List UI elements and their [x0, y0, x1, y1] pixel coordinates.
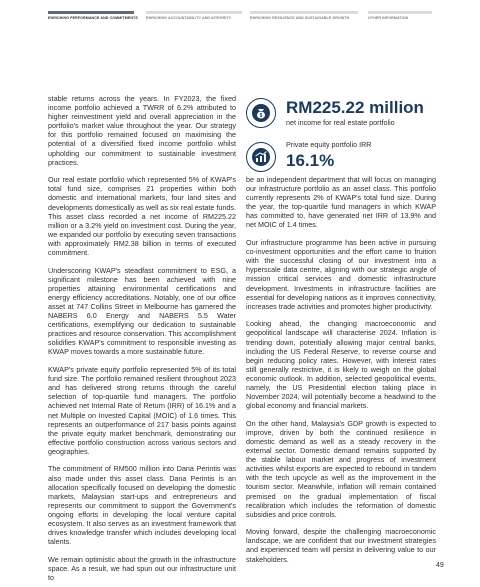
nav-indicator	[146, 11, 242, 14]
nav-item-performance[interactable]: ENRICHING PERFORMANCE AND COMMITMENTS	[48, 16, 138, 20]
paragraph: The commitment of RM500 million into Dana Perintis was also made under this asset class. Dana Perintis is an allocation specifically focused on developing the domestic markets, Malaysian start-ups and entrepreneurs and represents our commitment to support the Government's ongoing efforts in developing the local venture capital ecosystem. It also serves as an investment framework that drives knowledge transfer which includes developing local talents.	[48, 464, 236, 547]
money-bag-icon	[246, 98, 276, 128]
nav-indicator	[250, 11, 358, 14]
paragraph: Moving forward, despite the challenging macroeconomic landscape, we are confident that our investment strategies and experienced team will persist in delivering value to our stakeholders.	[246, 527, 436, 564]
paragraph: Looking ahead, the changing macroeconomic and geopolitical landscape will characterise 2024. Inflation is trending down, potentially allowing major central banks, including the US Federal Reserve, to reverse course and begin reducing policy rates. However, with interest rates still generally restrictive, it is likely to weigh on the global economic outlook. In addition, selected geopolitical events, namely, the US Presidential election taking place in November 2024, will potentially become a headwind to the global economy and financial markets.	[246, 319, 436, 411]
right-column	[246, 175, 436, 572]
paragraph: KWAP's private equity portfolio represented 5% of its total fund size. The portfolio remained resilient throughout 2023 and has delivered strong returns through the careful selection of top-quartile fund managers. The portfolio achieved net Internal Rate of Return (IRR) of 16.1% and a net Multiple on Invested Capital (MOIC) of 1.6 times. This represents an outperformance of 217 basis points against the private equity market benchmark, demonstrating our effective portfolio construction across various sectors and geographies.	[48, 365, 236, 456]
paragraph: Our real estate portfolio which represented 5% of KWAP's total fund size, comprises 21 properties within both domestic and international markets, four land sites and developments domestically as well as six real estate funds. This asset class recorded a net income of RM225.22 million or a 3.2% yield on investment cost. During the year, we expanded our portfolio by executing seven transactions with approximately RM2.38 billion in terms of executed commitment.	[48, 175, 236, 257]
growth-chart-icon	[246, 142, 276, 172]
private-equity-label: Private equity portfolio IRR	[286, 140, 372, 149]
section-navigation	[0, 0, 480, 20]
svg-text:$: $	[259, 112, 263, 119]
net-income-label: net income for real estate portfolio	[286, 118, 395, 127]
nav-item-accountability[interactable]: ENRICHING ACCOUNTABILITY AND INTEGRITY	[146, 16, 232, 20]
page-number: 49	[436, 562, 444, 569]
private-equity-highlight	[246, 140, 446, 178]
private-equity-value: 16.1%	[286, 151, 335, 170]
nav-indicator	[368, 11, 432, 14]
net-income-value: RM225.22 million	[286, 98, 424, 117]
paragraph: Our infrastructure programme has been active in pursuing co-investment opportunities and the effort came to fruition with the successful closing of our investment into a hyperscale data centre, aligning with our strategic angle of mission critical services and domestic infrastructure development. Investments in infrastructure facilities are essential for developing nations as it improves connectivity, increases trade activities and promotes higher productivity.	[246, 238, 436, 311]
paragraph: be an independent department that will focus on managing our infrastructure portfolio as an asset class. This portfolio currently represents 2% of KWAP's total fund size. During the year, the top-quartile fund managers in which KWAP has committed to, have generated net IRR of 13.9% and net MOIC of 1.4 times.	[246, 175, 436, 230]
nav-indicator-active	[48, 11, 134, 14]
nav-item-other-information[interactable]: OTHER INFORMATION	[368, 16, 409, 20]
nav-item-resilience[interactable]: ENRICHING RESILIENCE AND SUSTAINABLE GROWTH	[250, 16, 350, 20]
paragraph: Underscoring KWAP's steadfast commitment to ESG, a significant milestone has been achieved with nine properties attaining environmental certifications and energy efficiency accreditations. Notably, one of our office asset at 747 Collins Street in Melbourne has garnered the NABERS 6.0 Energy and NABERS 5.5 Water certifications, exemplifying our dedication to sustainable practices and resource conservation. This accomplishment solidifies KWAP's commitment to responsible investing as KWAP moves towards a more sustainable future.	[48, 265, 236, 357]
net-income-highlight	[246, 96, 446, 138]
paragraph: stable returns across the years. In FY2023, the fixed income portfolio achieved a TWRR of 6.2% attributed to higher reinvestment yield and overall appreciation in the portfolio's market value throughout the year. Our strategy for this portfolio remained focused on maximising the potential of a diversified fixed income portfolio whilst upholding our commitment to sustainable investment practices.	[48, 94, 236, 167]
paragraph: On the other hand, Malaysia's GDP growth is expected to improve, driven by both the continued resilience in domestic demand as well as a steady recovery in the external sector. Domestic demand remains supported by the stable labour market and progress of investment activities whilst exports are expected to rebound in tandem with the tech upcycle as well as the improvement in the tourism sector. Meanwhile, inflation will remain contained premised on the gradual implementation of fiscal recalibration which includes the reformation of domestic subsidies and price controls.	[246, 418, 436, 519]
paragraph: We remain optimistic about the growth in the infrastructure space. As a result, we had spun out our infrastructure unit to	[48, 554, 236, 582]
left-column	[48, 94, 236, 587]
